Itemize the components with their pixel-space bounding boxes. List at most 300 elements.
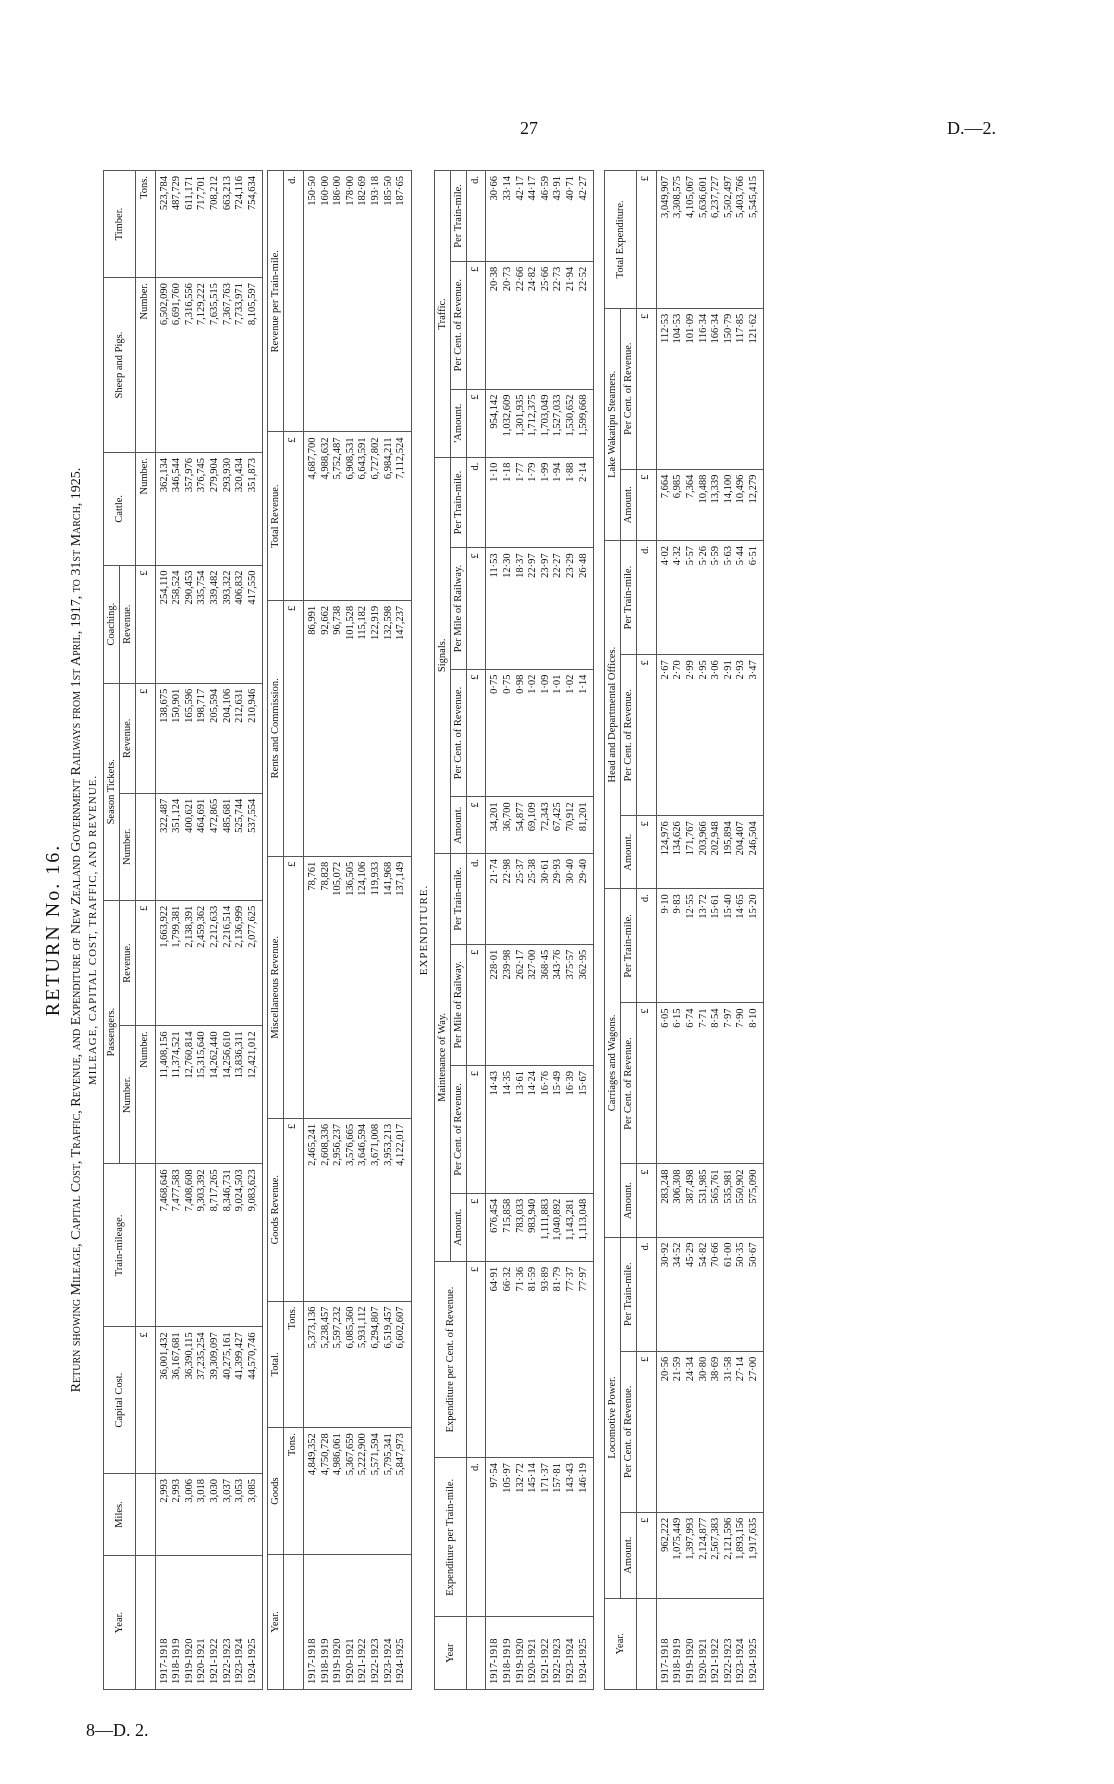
table-cell: 1,712,375: [527, 389, 540, 457]
table-cell: 50·35: [735, 1237, 748, 1351]
unit-cell: £: [637, 171, 657, 309]
table-cell: 70·66: [710, 1237, 723, 1351]
table-row: [698, 171, 711, 1690]
table-cell: 30·61: [540, 853, 553, 944]
table-cell: 45·29: [685, 1237, 698, 1351]
year-cell: 1924-1925: [395, 1554, 411, 1689]
unit-cell: £: [637, 816, 657, 889]
table-cell: 182·69: [357, 171, 370, 432]
year-cell: 1917-1918: [656, 1598, 672, 1689]
year-cell: 1919-1920: [184, 1556, 197, 1690]
col-train-mileage: Train-mileage.: [104, 1164, 136, 1327]
table-cell: 141,968: [383, 856, 396, 1118]
unit-cell: £: [466, 389, 486, 457]
table-row: [552, 171, 565, 1690]
table-row: [486, 171, 502, 1690]
table-cell: 30·80: [698, 1351, 711, 1512]
col-carriages-per-train-mile: Per Train-mile.: [621, 889, 637, 1003]
table-cell: 6·15: [672, 1003, 685, 1164]
table-cell: 2,993: [155, 1473, 171, 1555]
table-cell: 15,315,640: [196, 1026, 209, 1164]
page-number: 27: [520, 118, 538, 138]
table-cell: 150·79: [723, 308, 736, 469]
table-cell: 1,799,381: [171, 900, 184, 1026]
table-cell: 1,530,652: [565, 389, 578, 457]
table-cell: 258,524: [171, 565, 184, 683]
unit-cell: £: [637, 655, 657, 816]
col-mow-per-train-mile: Per Train-mile.: [450, 853, 466, 944]
table-row: [527, 171, 540, 1690]
table-cell: 145·14: [527, 1458, 540, 1617]
year-cell: 1924-1925: [578, 1617, 594, 1690]
table-row: [710, 171, 723, 1690]
col-coaching-revenue: Revenue.: [120, 565, 136, 683]
year-cell: 1922-1923: [723, 1598, 736, 1689]
table-cell: 7,112,524: [395, 432, 411, 600]
table-cell: 3,018: [196, 1473, 209, 1555]
unit-cell: [136, 1164, 156, 1327]
table-row: [303, 171, 319, 1690]
table-cell: 1·09: [540, 669, 553, 797]
table-cell: 14·24: [527, 1065, 540, 1193]
table-cell: 6,984,211: [383, 432, 396, 600]
table-row: [171, 171, 184, 1690]
table-cell: 1,527,033: [552, 389, 565, 457]
table-cell: 322,487: [155, 793, 171, 900]
table-cell: 339,482: [209, 565, 222, 683]
unit-cell: Tons.: [284, 1301, 304, 1428]
table-cell: 1,397,993: [685, 1512, 698, 1598]
col-rents-commission: Rents and Commission.: [268, 600, 284, 856]
year-cell: 1918-1919: [320, 1554, 333, 1689]
unit-cell: £: [466, 1193, 486, 1261]
table-cell: 37,235,254: [196, 1327, 209, 1474]
year-cell: 1923-1924: [735, 1598, 748, 1689]
table-cell: 24·34: [685, 1351, 698, 1512]
table-cell: 0·75: [502, 669, 515, 797]
table-cell: 1,040,892: [552, 1193, 565, 1261]
table-cell: 29·93: [552, 853, 565, 944]
table-cell: 13,339: [710, 469, 723, 540]
table-row: [184, 171, 197, 1690]
table-cell: 368·45: [540, 944, 553, 1065]
table-cell: 5,636,601: [698, 171, 711, 309]
col-total-revenue: Total Revenue.: [268, 432, 284, 600]
table-cell: 1·99: [540, 457, 553, 548]
table-cell: 81,201: [578, 797, 594, 854]
col-signals-per-train-mile: Per Train-mile.: [450, 457, 466, 548]
table-cell: 1,143,281: [565, 1193, 578, 1261]
unit-cell: Number.: [136, 278, 156, 453]
table-cell: 343·76: [552, 944, 565, 1065]
table-cell: 105,072: [332, 856, 345, 1118]
table-cell: 202,948: [710, 816, 723, 889]
unit-cell: Number.: [136, 453, 156, 566]
table-cell: 5,222,900: [357, 1428, 370, 1555]
col-lake-amount: Amount.: [621, 469, 637, 540]
table-cell: 5,367,659: [345, 1428, 358, 1555]
table-cell: 1,301,935: [515, 389, 528, 457]
table-cell: 21·94: [565, 261, 578, 389]
table-cell: 417,550: [247, 565, 263, 683]
unit-cell: £: [466, 548, 486, 669]
table-cell: 5,847,973: [395, 1428, 411, 1555]
table-cell: 119,933: [370, 856, 383, 1118]
table-cell: 12,421,012: [247, 1026, 263, 1164]
table-cell: 132,598: [383, 600, 396, 856]
table-cell: 715,858: [502, 1193, 515, 1261]
col-head-per-train-mile: Per Train-mile.: [621, 540, 637, 654]
table-cell: 3,037: [222, 1473, 235, 1555]
table-cell: 44,570,746: [247, 1327, 263, 1474]
table-row: [685, 171, 698, 1690]
year-cell: 1923-1924: [565, 1617, 578, 1690]
table-row: [735, 171, 748, 1690]
table-row: [155, 171, 171, 1690]
table-row: [515, 171, 528, 1690]
table-cell: 78,828: [320, 856, 333, 1118]
col-traffic-per-train-mile: Per Train-mile.: [450, 171, 466, 262]
table-cell: 523,784: [155, 171, 171, 278]
table-row: [540, 171, 553, 1690]
table-cell: 134,626: [672, 816, 685, 889]
expenditure-table-2: [604, 170, 764, 1690]
table-cell: 115,182: [357, 600, 370, 856]
table-cell: 5·57: [685, 540, 698, 654]
table-cell: 535,981: [723, 1164, 736, 1237]
table-cell: 30·40: [565, 853, 578, 944]
table-cell: 34,201: [486, 797, 502, 854]
table-cell: 33·14: [502, 171, 515, 262]
year-cell: 1922-1923: [552, 1617, 565, 1690]
table-cell: 14·43: [486, 1065, 502, 1193]
table-cell: 72,343: [540, 797, 553, 854]
mileage-traffic-rows: [155, 171, 263, 1690]
table-cell: 22·66: [515, 261, 528, 389]
table-cell: 283,248: [656, 1164, 672, 1237]
table-cell: 3·47: [748, 655, 764, 816]
table-row: [320, 171, 333, 1690]
table-cell: 1,111,883: [540, 1193, 553, 1261]
table-cell: 9·83: [672, 889, 685, 1003]
col-carriages-wagons: Carriages and Wagons.: [605, 889, 621, 1237]
table-cell: 376,745: [196, 453, 209, 566]
table-cell: 12,760,814: [184, 1026, 197, 1164]
table-cell: 357,976: [184, 453, 197, 566]
table-cell: 1·02: [527, 669, 540, 797]
table-cell: 3·06: [710, 655, 723, 816]
page-reference: D.—2.: [947, 118, 996, 138]
table-cell: 1,917,635: [748, 1512, 764, 1598]
table-cell: 22·27: [552, 548, 565, 669]
table-cell: 4,105,067: [685, 171, 698, 309]
table-cell: 7·90: [735, 1003, 748, 1164]
table-cell: 983,940: [527, 1193, 540, 1261]
table-cell: 204,407: [735, 816, 748, 889]
table-cell: 70,912: [565, 797, 578, 854]
table-cell: 9,083,623: [247, 1164, 263, 1327]
table-cell: 306,308: [672, 1164, 685, 1237]
table-row: [565, 171, 578, 1690]
table-cell: 44·17: [527, 171, 540, 262]
year-cell: 1923-1924: [234, 1556, 247, 1690]
table-cell: 485,681: [222, 793, 235, 900]
year-cell: 1920-1921: [345, 1554, 358, 1689]
year-cell: 1917-1918: [303, 1554, 319, 1689]
table-cell: 6,237,727: [710, 171, 723, 309]
table-cell: 5·59: [710, 540, 723, 654]
table-cell: 2·14: [578, 457, 594, 548]
table-cell: 5,931,112: [357, 1301, 370, 1428]
table-cell: 212,631: [234, 683, 247, 793]
unit-cell: £: [466, 1065, 486, 1193]
table-cell: 136,505: [345, 856, 358, 1118]
table-cell: 185·50: [383, 171, 396, 432]
table-cell: 13·72: [698, 889, 711, 1003]
table-cell: 2,608,336: [320, 1118, 333, 1301]
table-cell: 375·57: [565, 944, 578, 1065]
rotated-page-content: [38, 170, 1068, 1690]
year-cell: 1921-1922: [710, 1598, 723, 1689]
table-cell: 6,085,360: [345, 1301, 358, 1428]
table-cell: 320,434: [234, 453, 247, 566]
table-cell: 5,571,594: [370, 1428, 383, 1555]
table-cell: 13·61: [515, 1065, 528, 1193]
unit-cell: £: [136, 1327, 156, 1474]
table-cell: 20·73: [502, 261, 515, 389]
table-cell: 1,075,449: [672, 1512, 685, 1598]
table-cell: 8·10: [748, 1003, 764, 1164]
unit-cell: £: [284, 432, 304, 600]
unit-cell: £: [136, 565, 156, 683]
table-cell: 77·37: [565, 1261, 578, 1457]
table-cell: 1·77: [515, 457, 528, 548]
table-cell: 5,545,415: [748, 171, 764, 309]
table-cell: 2,124,877: [698, 1512, 711, 1598]
table-cell: 39,309,097: [209, 1327, 222, 1474]
table-cell: 2·70: [672, 655, 685, 816]
table-cell: 171,767: [685, 816, 698, 889]
table-cell: 64·91: [486, 1261, 502, 1457]
expenditure-rows-2: [656, 171, 764, 1690]
year-cell: 1922-1923: [222, 1556, 235, 1690]
revenue-rows: [303, 171, 411, 1690]
unit-cell: £: [466, 669, 486, 797]
table-cell: 86,991: [303, 600, 319, 856]
table-cell: 186·00: [332, 171, 345, 432]
table-cell: 464,691: [196, 793, 209, 900]
table-cell: 93·89: [540, 1261, 553, 1457]
table-cell: 61·00: [723, 1237, 736, 1351]
table-cell: 4,849,352: [303, 1428, 319, 1555]
table-cell: 2,465,241: [303, 1118, 319, 1301]
unit-cell: £: [284, 856, 304, 1118]
table-cell: 16·76: [540, 1065, 553, 1193]
year-cell: 1921-1922: [540, 1617, 553, 1690]
table-cell: 36,167,681: [171, 1327, 184, 1474]
table-cell: 293,930: [222, 453, 235, 566]
table-cell: 124,976: [656, 816, 672, 889]
table-row: [357, 171, 370, 1690]
table-cell: 71·36: [515, 1261, 528, 1457]
col-season-tickets: Season Tickets.: [104, 683, 120, 900]
table-cell: 203,966: [698, 816, 711, 889]
table-cell: 34·52: [672, 1237, 685, 1351]
table-cell: 25·66: [540, 261, 553, 389]
table-cell: 6,602,607: [395, 1301, 411, 1428]
table-cell: 335,754: [196, 565, 209, 683]
table-cell: 171·37: [540, 1458, 553, 1617]
table-cell: 362,134: [155, 453, 171, 566]
table-cell: 2,459,362: [196, 900, 209, 1026]
table-cell: 362·95: [578, 944, 594, 1065]
table-cell: 21·74: [486, 853, 502, 944]
table-cell: 36,390,115: [184, 1327, 197, 1474]
col-traffic-amount: 'Amount.: [450, 389, 466, 457]
table-cell: 46·59: [540, 171, 553, 262]
col-year: Year.: [104, 1556, 136, 1690]
table-cell: 96,738: [332, 600, 345, 856]
table-cell: 531,985: [698, 1164, 711, 1237]
unit-cell: £: [637, 1351, 657, 1512]
table-row: [222, 171, 235, 1690]
table-cell: 40,275,161: [222, 1327, 235, 1474]
table-cell: 2·99: [685, 655, 698, 816]
col-carriages-amount: Amount.: [621, 1164, 637, 1237]
table-cell: 611,171: [184, 171, 197, 278]
col-season-revenue: Revenue.: [120, 683, 136, 793]
table-cell: 7,635,515: [209, 278, 222, 453]
table-row: [502, 171, 515, 1690]
table-row: [395, 171, 411, 1690]
table-cell: 22·97: [527, 548, 540, 669]
unit-cell: Tons.: [284, 1428, 304, 1555]
table-row: [345, 171, 358, 1690]
table-cell: 9,024,503: [234, 1164, 247, 1327]
table-cell: 30·66: [486, 171, 502, 262]
table-cell: 351,124: [171, 793, 184, 900]
table-cell: 6,294,807: [370, 1301, 383, 1428]
table-cell: 112·53: [656, 308, 672, 469]
expenditure-table-1: [434, 170, 594, 1690]
unit-cell: £: [637, 1003, 657, 1164]
unit-cell: £: [637, 1164, 657, 1237]
table-row: [332, 171, 345, 1690]
table-cell: 101·09: [685, 308, 698, 469]
table-cell: 2·95: [698, 655, 711, 816]
table-cell: 3,671,008: [370, 1118, 383, 1301]
table-cell: 4·32: [672, 540, 685, 654]
col-mow-amount: Amount.: [450, 1193, 466, 1261]
table-cell: 565,761: [710, 1164, 723, 1237]
table-cell: 43·91: [552, 171, 565, 262]
table-cell: 21·59: [672, 1351, 685, 1512]
table-cell: 724,116: [234, 171, 247, 278]
table-cell: 1·01: [552, 669, 565, 797]
table-cell: 12·30: [502, 548, 515, 669]
table-cell: 6,985: [672, 469, 685, 540]
table-row: [196, 171, 209, 1690]
table-cell: 246,504: [748, 816, 764, 889]
table-cell: 4,986,061: [332, 1428, 345, 1555]
table-cell: 195,894: [723, 816, 736, 889]
table-cell: 101,528: [345, 600, 358, 856]
table-cell: 387,498: [685, 1164, 698, 1237]
table-cell: 124,106: [357, 856, 370, 1118]
table-cell: 717,701: [196, 171, 209, 278]
table-cell: 25·37: [515, 853, 528, 944]
table-cell: 7,367,763: [222, 278, 235, 453]
year-cell: 1921-1922: [357, 1554, 370, 1689]
col-head-offices: Head and Departmental Offices.: [605, 540, 621, 888]
col-lake-per-cent: Per Cent. of Revenue.: [621, 308, 637, 469]
table-cell: 27·00: [748, 1351, 764, 1512]
unit-cell: d.: [637, 1237, 657, 1351]
table-cell: 10,496: [735, 469, 748, 540]
table-cell: 7,664: [656, 469, 672, 540]
col-passengers-revenue: Revenue.: [120, 900, 136, 1026]
table-cell: 2,993: [171, 1473, 184, 1555]
table-cell: 165,596: [184, 683, 197, 793]
table-cell: 16·39: [565, 1065, 578, 1193]
table-cell: 36,001,432: [155, 1327, 171, 1474]
table-cell: 3,576,665: [345, 1118, 358, 1301]
col-year: Year.: [268, 1554, 284, 1689]
table-cell: 143·43: [565, 1458, 578, 1617]
unit-cell: [466, 1617, 486, 1690]
table-cell: 14·65: [735, 889, 748, 1003]
table-cell: 204,106: [222, 683, 235, 793]
year-cell: 1917-1918: [486, 1617, 502, 1690]
table-cell: 6,727,802: [370, 432, 383, 600]
table-cell: 7·97: [723, 1003, 736, 1164]
table-cell: 1,893,156: [735, 1512, 748, 1598]
table-cell: 6,691,760: [171, 278, 184, 453]
col-maintenance-of-way: Maintenance of Way.: [434, 853, 450, 1261]
unit-cell: £: [637, 308, 657, 469]
table-cell: 3,085: [247, 1473, 263, 1555]
table-cell: 954,142: [486, 389, 502, 457]
table-cell: 178·00: [345, 171, 358, 432]
table-cell: 20·38: [486, 261, 502, 389]
mileage-section-title: MILEAGE, CAPITAL COST, TRAFFIC, AND REVENUE.: [87, 774, 99, 1086]
table-cell: 15·40: [723, 889, 736, 1003]
col-coaching: Coaching.: [104, 565, 120, 683]
table-cell: 5,597,232: [332, 1301, 345, 1428]
table-cell: 254,110: [155, 565, 171, 683]
table-cell: 1·94: [552, 457, 565, 548]
year-cell: 1918-1919: [672, 1598, 685, 1689]
table-cell: 137,149: [395, 856, 411, 1118]
table-cell: 4·02: [656, 540, 672, 654]
col-revenue-per-train-mile: Revenue per Train-mile.: [268, 171, 284, 432]
col-goods: Goods: [268, 1428, 284, 1555]
col-season-number: Number.: [120, 793, 136, 900]
table-cell: 393,322: [222, 565, 235, 683]
table-cell: 3,308,575: [672, 171, 685, 309]
col-cattle: Cattle.: [104, 453, 136, 566]
col-expenditure-per-train-mile: Expenditure per Train-mile.: [434, 1458, 466, 1617]
table-cell: 205,594: [209, 683, 222, 793]
table-cell: 81·59: [527, 1261, 540, 1457]
table-cell: 327·00: [527, 944, 540, 1065]
col-total: Total.: [268, 1301, 284, 1428]
table-cell: 150,901: [171, 683, 184, 793]
col-total-expenditure: Total Expenditure.: [605, 171, 637, 309]
table-cell: 20·56: [656, 1351, 672, 1512]
table-cell: 3,953,213: [383, 1118, 396, 1301]
col-year: Year.: [605, 1598, 637, 1689]
